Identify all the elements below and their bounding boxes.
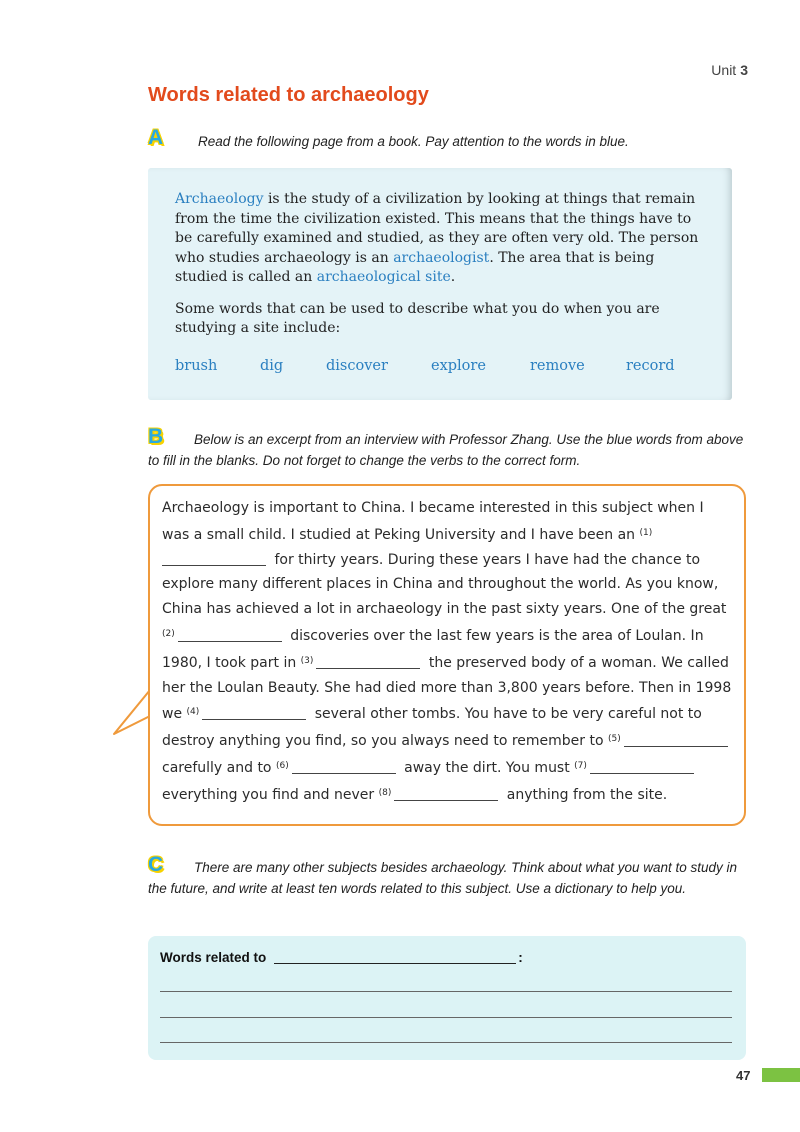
word-bank-item: brush [175, 358, 218, 374]
speech-bubble-tail [112, 690, 152, 742]
writing-line[interactable] [160, 1017, 732, 1018]
word-bank-item: remove [530, 358, 585, 374]
section-b-instruction: Below is an excerpt from an interview with Professor Zhang. Use the blue words from above to fill in the blanks. Do not forget to change the verbs to the correct form. [148, 432, 744, 468]
fill-blank-5[interactable] [624, 733, 728, 747]
fill-blank-7[interactable] [590, 760, 694, 774]
fill-blank-3[interactable] [316, 655, 420, 669]
blank-number: (1) [639, 527, 653, 538]
word-bank-item: explore [431, 358, 486, 374]
book-paragraph-2: Some words that can be used to describe what you do when you are studying a site include: [175, 300, 660, 336]
fill-blank-4[interactable] [202, 706, 306, 720]
term-archaeology: Archaeology [175, 191, 264, 207]
section-c-letter: C [148, 853, 164, 876]
book-text [175, 190, 705, 351]
blank-number: (3) [300, 655, 314, 666]
page-marker-bar [762, 1068, 800, 1082]
writing-line[interactable] [160, 991, 732, 992]
interview-speech-bubble [148, 484, 746, 826]
book-page [148, 168, 732, 400]
section-a-letter: A [148, 126, 164, 149]
term-archaeological-site: archaeological site [316, 269, 451, 285]
blank-number: (6) [275, 760, 289, 771]
blank-number: (4) [186, 707, 200, 718]
words-related-label: Words related to : [160, 950, 523, 965]
fill-blank-2[interactable] [178, 628, 282, 642]
blank-number: (5) [608, 734, 621, 745]
word-bank-item: discover [326, 358, 388, 374]
book-paragraph-1: Archaeology is the study of a civilization by looking at things that remain from the time the civilization existed. This means that the things have to be carefully examined and studied, as they are often very old. The person who studies archaeology is an archaeologist. The area that is being studied is called an archaeological site. [175, 191, 699, 285]
section-c-instruction: There are many other subjects besides archaeology. Think about what you want to study in the future, and write at least ten words related to this subject. Use a dictionary to help you. [148, 860, 738, 896]
fill-blank-6[interactable] [292, 760, 396, 774]
words-writing-box [148, 936, 746, 1060]
interview-text: Archaeology is important to China. I became interested in this subject when I was a small child. I studied at Peking University and I have been an $^{(1)}$ for thirty years. During these years I have had the chance to explore many different places in China and throughout the world. As you know, China has achieved a lot in archaeology in the past sixty years. One of the great $^{(2)}$ discoveries over the last few years is the area of Loulan. In 1980, I took part in $^{(3)}$ the preserved body of a woman. We called her the Loulan Beauty. She had died more than 3,800 years before. Then in 1998 we $^{(4)}$ several other tombs. You have to be very careful not to destroy anything you find, so you always need to remember to $^{(5)}$ carefully and to $^{(6)}$ away the dirt. You must $^{(7)}$ everything you find and never $^{(8)}$ anything from the site. [162, 500, 732, 803]
word-bank-item: dig [260, 358, 284, 374]
blank-number: (2) [162, 628, 175, 639]
fill-blank-8[interactable] [394, 787, 498, 801]
page-number: 47 [736, 1068, 751, 1083]
section-a-instruction: Read the following page from a book. Pay attention to the words in blue. [198, 134, 629, 149]
section-b-letter: B [148, 425, 164, 448]
page-title: Words related to archaeology [148, 84, 429, 106]
word-bank-item: record [626, 358, 675, 374]
blank-number: (8) [378, 787, 392, 798]
term-archaeologist: archaeologist [393, 249, 490, 266]
unit-label: Unit 3 [711, 62, 748, 78]
blank-number: (7) [574, 760, 587, 771]
subject-blank[interactable] [274, 952, 516, 964]
fill-blank-1[interactable] [162, 552, 266, 566]
writing-line[interactable] [160, 1042, 732, 1043]
